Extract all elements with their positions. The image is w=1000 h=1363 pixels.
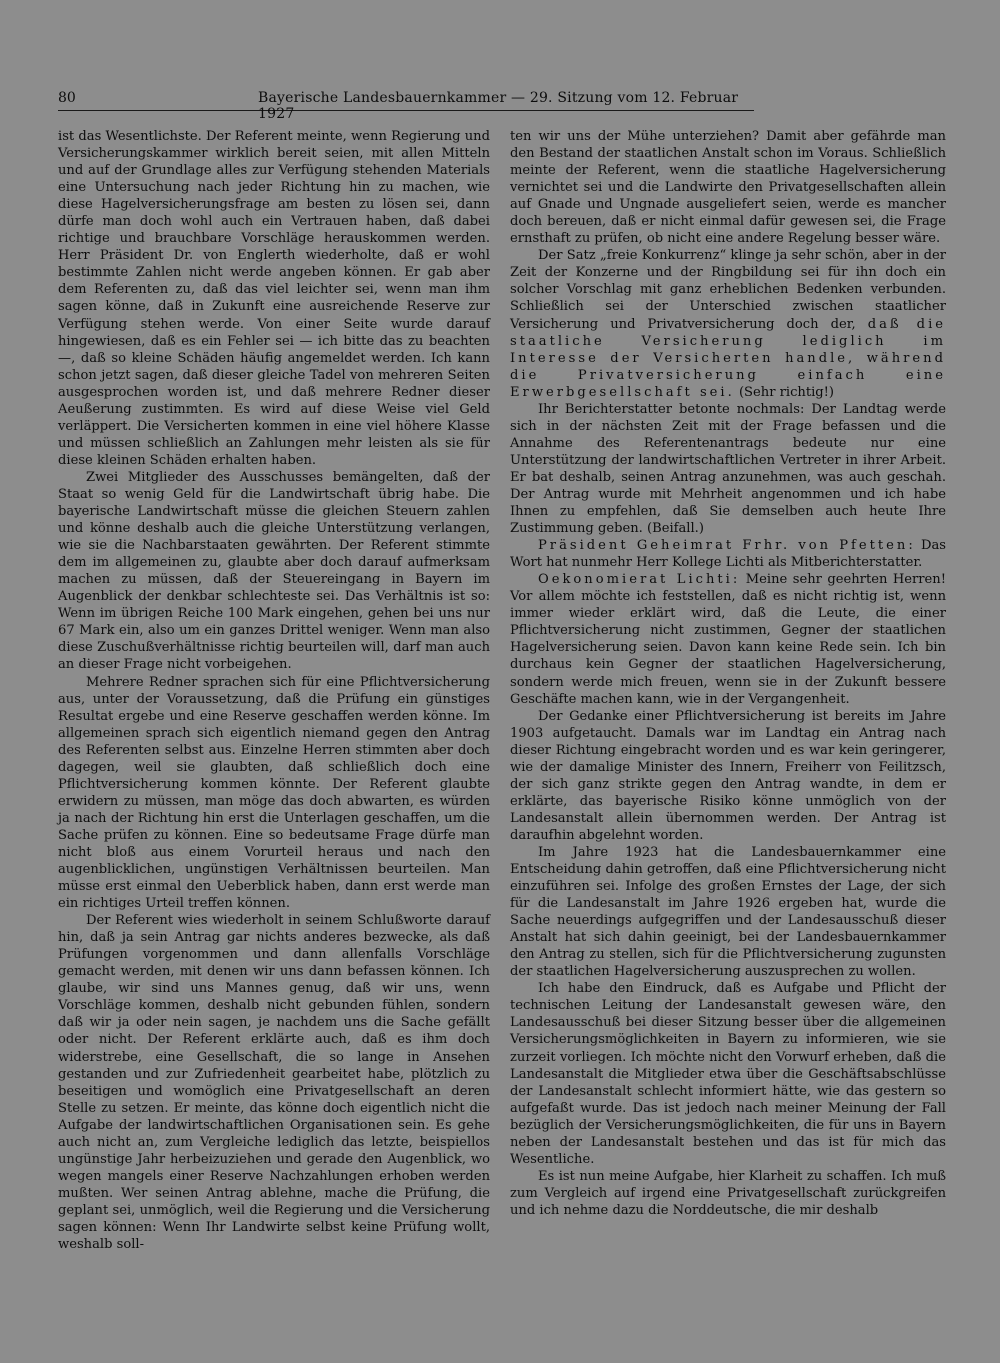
speaker-name: Oekonomierat Lichti: xyxy=(538,572,741,588)
speaker-name: Präsident Geheimrat Frhr. von Pfetten: xyxy=(538,538,916,554)
paragraph: ten wir uns der Mühe unterziehen? Damit aber gefährde man den Bestand der staatlichen Anstalt schon im Voraus. Schließlich meinte der Referent, wenn die staatliche Hagelversicherung vernichtet sei und die Landwirte den Privatgesellschaften allein auf Gnade und Ungnade ausgeliefert seien, werde es mancher doch bereuen, daß er nicht einmal dafür gewesen sei, die Frage ernsthaft zu prüfen, ob nicht eine andere Regelung besser wäre. xyxy=(510,129,946,247)
interjection: (Sehr richtig!) xyxy=(734,384,835,400)
paragraph-text: Das Wort hat nunmehr Herr Kollege Lichti als Mitberichterstatter. xyxy=(510,538,946,571)
paragraph: Ich habe den Eindruck, daß es Aufgabe und Pflicht der technischen Leitung der Landesanstalt gewesen wäre, den Landesausschuß bei dieser Sitzung besser über die allgemeinen Versicherungsmöglichkeiten in Bayern zu informieren, wie sie zurzeit vorliegen. Ich möchte nicht den Vorwurf erheben, daß die Landesanstalt die Mitglieder etwa über die Geschäftsabschlüsse der Landesanstalt schlecht informiert hätte, wie das gestern so aufgefaßt wurde. Das ist jedoch nach meiner Meinung der Fall bezüglich der Versicherungsmöglichkeiten, die für uns in Bayern neben der Landesanstalt bestehen und das ist für mich das Wesentliche. xyxy=(510,981,946,1167)
emphasized-text: daß die staatliche Versicherung lediglich im Interesse der Versicherten handle, während die Privatversicherung einfach eine Erwerbgesellschaft sei. xyxy=(510,316,947,400)
paragraph: Im Jahre 1923 hat die Landesbauernkammer eine Entscheidung dahin getroffen, daß eine Pflichtversicherung nicht einzuführen sei. Infolge des großen Ernstes der Lage, der sich für die Landesanstalt im Jahre 1926 ergeben hat, wurde die Sache neuerdings aufgegriffen und der Landesausschuß dieser Anstalt hat sich dahin geeinigt, bei der Landesbauernkammer den Antrag zu stellen, sich für die Pflichtversicherung zugunsten der staatlichen Hagelversicherung auszusprechen zu wollen. xyxy=(510,844,946,980)
page-header xyxy=(58,88,754,122)
paragraph-text: Der Satz „freie Konkurrenz“ klinge ja sehr schön, aber in der Zeit der Konzerne und der Ringbildung sei für ihn doch ein solcher Vorschlag mit ganz erheblichen Bedenken verbunden. Schließlich sei der Unterschied zwischen staatlicher Versicherung und Privatversicherung doch der, xyxy=(510,248,946,332)
paragraph xyxy=(510,537,946,571)
running-title: Bayerische Landesbauernkammer — 29. Sitzung vom 12. Februar 1927 xyxy=(258,90,739,122)
right-column xyxy=(510,128,946,1219)
left-column xyxy=(58,128,490,1253)
paragraph xyxy=(510,247,946,400)
paragraph: ist das Wesentlichste. Der Referent meinte, wenn Regierung und Versicherungskammer wirklich bereit seien, mit allen Mitteln und auf der Grundlage alles zur Verfügung stehenden Materials eine Untersuchung nach jeder Richtung hin zu machen, wie diese Hagelversicherungsfrage am besten zu lösen sei, dann dürfe man doch wohl auch ein Vertrauen haben, daß dabei richtige und brauchbare Vorschläge herauskommen werden. Herr Präsident Dr. von Englerth wiederholte, daß er wohl bestimmte Zahlen nicht werde angeben können. Er gab aber dem Referenten zu, daß das viel leichter sei, wenn man ihm sagen könne, daß in Zukunft eine ausreichende Reserve zur Verfügung stehen werde. Von einer Seite wurde darauf hingewiesen, daß es ein Fehler sei — ich bitte das zu beachten —, daß so kleine Schäden häufig angemeldet werden. Ich kann schon jetzt sagen, daß dieser gleiche Tadel von mehreren Seiten ausgesprochen worden ist, und daß mehrere Redner dieser Aeußerung zustimmten. Es wird auf diese Weise viel Geld verläppert. Die Versicherten kommen in eine viel höhere Klasse und müssen schließlich an Zahlungen mehr leisten als sie für diese kleinen Schäden erhalten haben. xyxy=(58,129,490,468)
paragraph: Zwei Mitglieder des Ausschusses bemängelten, daß der Staat so wenig Geld für die Landwirtschaft übrig habe. Die bayerische Landwirtschaft müsse die gleichen Steuern zahlen und könne deshalb auch die gleiche Unterstützung verlangen, wie sie die Nachbarstaaten gewährten. Der Referent stimmte dem im allgemeinen zu, glaubte aber doch darauf aufmerksam machen zu müssen, daß der Steuereingang in Bayern im Augenblick der denkbar schlechteste sei. Das Verhältnis ist so: Wenn im übrigen Reiche 100 Mark eingehen, gehen bei uns nur 67 Mark ein, also um ein ganzes Drittel weniger. Wenn man also diese Zuschußverhältnisse richtig beurteilen will, darf man auch an dieser Frage nicht vorbeigehen. xyxy=(58,469,490,673)
paragraph: Ihr Berichterstatter betonte nochmals: Der Landtag werde sich in der nächsten Zeit mit der Frage befassen und die Annahme des Referentenantrags bedeute nur eine Unterstützung der landwirtschaftlichen Vertreter in ihrer Arbeit. Er bat deshalb, seinen Antrag anzunehmen, was auch geschah. Der Antrag wurde mit Mehrheit angenommen und ich habe Ihnen zu empfehlen, daß Sie demselben auch heute Ihre Zustimmung geben. (Beifall.) xyxy=(510,401,946,537)
paragraph: Mehrere Redner sprachen sich für eine Pflichtversicherung aus, unter der Voraussetzung, daß die Prüfung ein günstiges Resultat ergebe und eine Reserve geschaffen werden könne. Im allgemeinen sprach sich eigentlich niemand gegen den Antrag des Referenten selbst aus. Einzelne Herren stimmten aber doch dagegen, weil sie glaubten, daß schließlich doch eine Pflichtversicherung kommen könnte. Der Referent glaubte erwidern zu müssen, man möge das doch abwarten, es würden ja nach der Richtung hin erst die Unterlagen geschaffen, um die Sache prüfen zu können. Eine so bedeutsame Frage dürfe man nicht bloß aus einem Vorurteil heraus und nach den augenblicklichen, ungünstigen Verhältnissen beurteilen. Man müsse erst einmal den Ueberblick haben, dann erst werde man ein richtiges Urteil treffen können. xyxy=(58,674,490,912)
paragraph-text: Meine sehr geehrten Herren! Vor allem möchte ich feststellen, daß es nicht richtig ist, wenn immer wieder erklärt wird, daß die Leute, die einer Pflichtversicherung nicht zustimmen, Gegner der staatlichen Hagelversicherung seien. Davon kann keine Rede sein. Ich bin durchaus kein Gegner der staatlichen Hagelversicherung, sondern werde mich freuen, wenn sie in der Zukunft bessere Geschäfte machen kann, wie in der Vergangenheit. xyxy=(510,572,946,707)
paragraph: Der Referent wies wiederholt in seinem Schlußworte darauf hin, daß ja sein Antrag gar nichts anderes bezwecke, als daß Prüfungen vorgenommen und dann allenfalls Vorschläge gemacht werden, mit denen wir uns dann befassen können. Ich glaube, wir sind uns Mannes genug, daß wir uns, wenn Vorschläge kommen, deshalb nicht gebunden fühlen, sondern daß wir ja oder nein sagen, je nachdem uns die Sache gefällt oder nicht. Der Referent erklärte auch, daß es ihm doch widerstrebe, eine Gesellschaft, die so lange in Ansehen gestanden und zur Zufriedenheit gearbeitet habe, plötzlich zu beseitigen und womöglich eine Privatgesellschaft an deren Stelle zu setzen. Er meinte, das könne doch eigentlich nicht die Aufgabe der landwirtschaftlichen Organisationen sein. Es gehe auch nicht an, zum Vergleiche lediglich das letzte, beispiellos ungünstige Jahr herbeizuziehen und gerade den Augenblick, wo wegen mangels einer Reserve Nachzahlungen erhoben werden mußten. Wer seinen Antrag ablehne, mache die Prüfung, die geplant sei, unmöglich, weil die Regierung und die Versicherung sagen können: Wenn Ihr Landwirte selbst keine Prüfung wollt, weshalb soll- xyxy=(58,913,490,1253)
page-number: 80 xyxy=(58,90,76,106)
paragraph: Es ist nun meine Aufgabe, hier Klarheit zu schaffen. Ich muß zum Vergleich auf irgend eine Privatgesellschaft zurückgreifen und ich nehme dazu die Norddeutsche, die mir deshalb xyxy=(510,1168,946,1218)
paragraph xyxy=(510,571,946,707)
paragraph: Der Gedanke einer Pflichtversicherung ist bereits im Jahre 1903 aufgetaucht. Damals war im Landtag ein Antrag nach dieser Richtung eingebracht worden und es war kein geringerer, wie der damalige Minister des Innern, Freiherr von Feilitzsch, der sich ganz strikte gegen den Antrag wandte, in dem er erklärte, das bayerische Risiko könne unmöglich von der Landesanstalt allein übernommen werden. Der Antrag ist daraufhin abgelehnt worden. xyxy=(510,708,946,843)
